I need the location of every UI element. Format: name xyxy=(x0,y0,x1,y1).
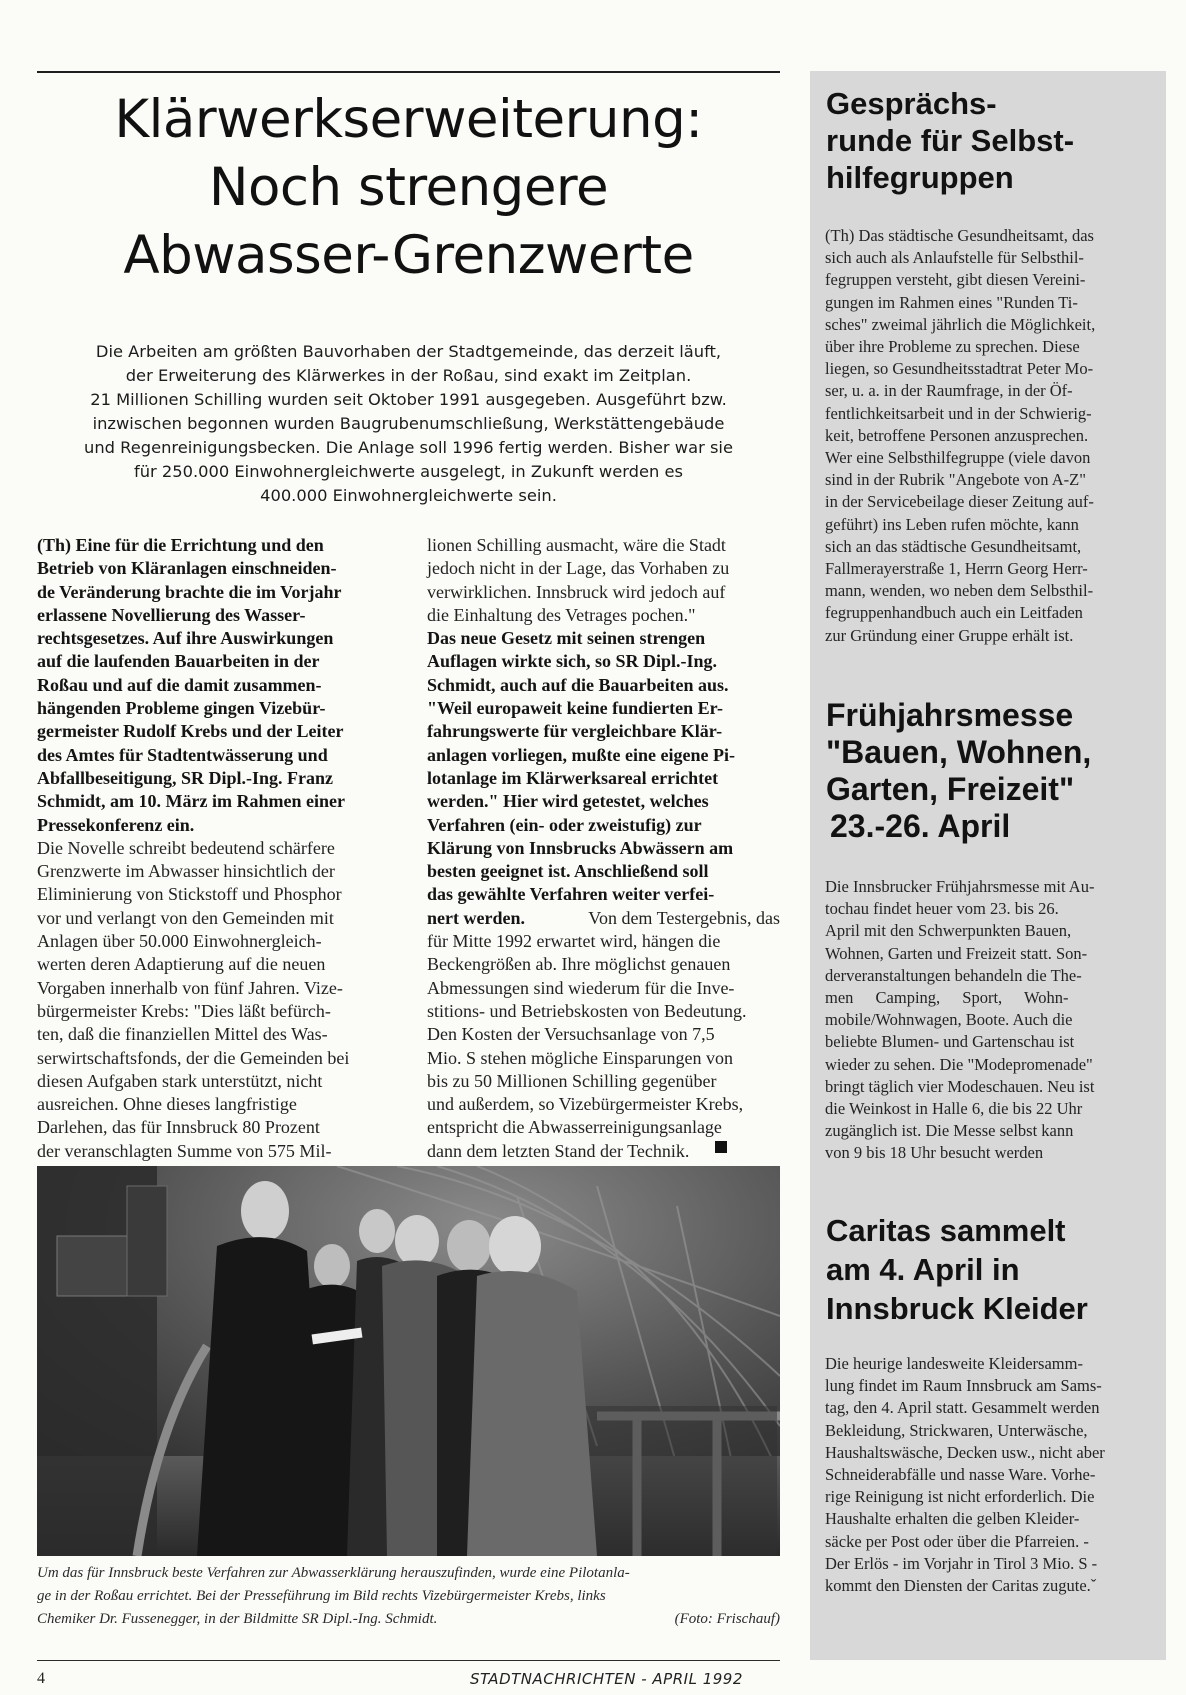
lead-line: 400.000 Einwohnergleichwerte sein. xyxy=(260,486,557,505)
text-line: Den Kosten der Versuchsanlage von 7,5 xyxy=(427,1024,715,1045)
text-line: "Weil europaweit keine fundierten Er- xyxy=(427,698,723,719)
text-line: Grenzwerte im Abwasser hinsichtlich der xyxy=(37,861,335,882)
column-2-body-start xyxy=(427,534,780,627)
text-line: de Veränderung brachte die im Vorjahr xyxy=(37,581,342,602)
text-line: lionen Schilling ausmacht, wäre die Stadt xyxy=(427,535,726,555)
text-line: fentlichkeitsarbeit und in der Schwierig- xyxy=(825,403,1092,423)
text-line: sich an das städtische Gesundheitsamt, xyxy=(825,536,1082,556)
text-line: Bekleidung, Strickwaren, Unterwäsche, xyxy=(825,1420,1088,1440)
text-line: Vorgaben innerhalb von fünf Jahren. Vize- xyxy=(37,977,343,998)
text-line: fahrungswerte für vergleichbare Klär- xyxy=(427,721,723,742)
heading-line: am 4. April in xyxy=(826,1252,1020,1287)
sidebar-heading-selbsthilfe xyxy=(826,85,1074,196)
text-line: stitions- und Betriebskosten von Bedeutung. xyxy=(427,1000,747,1021)
text-line: besten geeignet ist. Anschließend soll xyxy=(427,861,709,882)
text-line: Roßau und auf die damit zusammen- xyxy=(37,674,322,695)
photo-credit: (Foto: Frischauf) xyxy=(674,1611,780,1627)
headline-line: Noch strengere xyxy=(208,157,609,218)
text-line: Abfallbeseitigung, SR Dipl.-Ing. Franz xyxy=(37,767,334,788)
text-line: Haushalte erhalten die gelben Kleider- xyxy=(825,1509,1080,1529)
page-number: 4 xyxy=(37,1670,45,1687)
text-line: Die Novelle schreibt bedeutend schärfere xyxy=(37,837,335,858)
text-line: zugänglich ist. Die Messe selbst kann xyxy=(825,1121,1074,1141)
text-line: zur Gründung einer Gruppe erhält ist. xyxy=(825,625,1074,645)
text-line: des Amtes für Stadtentwässerung und xyxy=(37,744,328,765)
lead-line: für 250.000 Einwohnergleichwerte ausgelegt, in Zukunft werden es xyxy=(133,462,684,481)
text-line: (Th) Eine für die Errichtung und den xyxy=(37,535,324,555)
text-line: Beckengrößen ab. Ihre möglichst genauen xyxy=(427,954,731,975)
text-line: lotanlage im Klärwerksareal errichtet xyxy=(427,767,719,788)
text-line: bürgermeister Krebs: "Dies läßt befürch- xyxy=(37,1000,331,1021)
text-line: Betrieb von Kläranlagen einschneiden- xyxy=(37,558,337,579)
sidebar-text-selbsthilfe xyxy=(825,225,1153,647)
text-line: mobile/Wohnwagen, Boote. Auch die xyxy=(825,1010,1073,1030)
text-line: über ihre Probleme zu sprechen. Diese xyxy=(825,337,1080,357)
lead-line: und Regenreinigungsbecken. Die Anlage soll 1996 fertig werden. Bisher war sie xyxy=(84,438,733,457)
text-line: auf die laufenden Bauarbeiten in der xyxy=(37,651,320,672)
text-line: die Einhaltung des Vetrages pochen." xyxy=(427,604,696,625)
text-line: rige Reinigung ist nicht erforderlich. Die xyxy=(825,1487,1095,1507)
column-1-body xyxy=(37,837,394,1163)
text-line: Darlehen, das für Innsbruck 80 Prozent xyxy=(37,1117,320,1138)
text-line: für Mitte 1992 erwartet wird, hängen die xyxy=(427,931,721,952)
sidebar-heading-fruehjahrsmesse xyxy=(826,697,1091,845)
text-line: nert werden. xyxy=(427,907,525,928)
heading-line: 23.-26. April xyxy=(830,808,1011,844)
heading-line: Garten, Freizeit" xyxy=(826,771,1075,807)
heading-line: Frühjahrsmesse xyxy=(826,697,1074,733)
text-line: Der Erlös - im Vorjahr in Tirol 3 Mio. S - xyxy=(825,1553,1098,1573)
text-line: der veranschlagten Summe von 575 Mil- xyxy=(37,1140,332,1161)
text-line: keit, betroffene Personen anzusprechen. xyxy=(825,425,1089,445)
text-line: in der Servicebeilage dieser Zeitung auf- xyxy=(825,492,1094,512)
text-line: Von dem Testergebnis, das xyxy=(588,907,780,928)
article-column-2 xyxy=(427,534,780,1163)
text-line: sich auch als Anlaufstelle für Selbsthil- xyxy=(825,248,1084,268)
text-line: liegen, so Gesundheitsstadtrat Peter Mo- xyxy=(825,359,1094,379)
text-line: und außerdem, so Vizebürgermeister Krebs, xyxy=(427,1094,744,1115)
text-line: (Th) Das städtische Gesundheitsamt, das xyxy=(825,226,1094,245)
text-line: sches" zweimal jährlich die Möglichkeit, xyxy=(825,314,1096,334)
text-line: April mit den Schwerpunkten Bauen, xyxy=(825,921,1072,941)
text-line: Verfahren (ein- oder zweistufig) zur xyxy=(427,814,702,835)
column-2-bold-quote xyxy=(427,627,780,930)
text-line: beliebte Blumen- und Gartenschau ist xyxy=(825,1032,1075,1052)
text-line: Das neue Gesetz mit seinen strengen xyxy=(427,628,706,649)
text-line: fegruppenhandbuch auch ein Leitfaden xyxy=(825,603,1083,623)
text-line: Wer eine Selbsthilfegruppe (viele davon xyxy=(825,448,1091,468)
photo-illustration xyxy=(37,1166,780,1556)
text-line: ausreichen. Ohne dieses langfristige xyxy=(37,1094,297,1115)
text-line: Mio. S stehen mögliche Einsparungen von xyxy=(427,1047,733,1068)
text-line: werden." Hier wird getestet, welches xyxy=(427,791,709,812)
text-line: wieder zu sehen. Die "Modepromenade" xyxy=(825,1054,1093,1074)
text-line: Abmessungen sind wiederum für die Inve- xyxy=(427,977,735,998)
column-1-bold-intro xyxy=(37,534,394,837)
text-line: Schmidt, auch auf die Bauarbeiten aus. xyxy=(427,674,729,695)
text-line: lung findet im Raum Innsbruck am Sams- xyxy=(825,1376,1102,1396)
caption-line: Chemiker Dr. Fussenegger, in der Bildmitte SR Dipl.-Ing. Schmidt. xyxy=(37,1611,438,1627)
text-line: sind in der Rubrik "Angebote von A-Z" xyxy=(825,470,1086,490)
text-line: Pressekonferenz ein. xyxy=(37,814,195,835)
text-line: hängenden Probleme gingen Vizebür- xyxy=(37,698,326,719)
text-line: ten, daß die finanziellen Mittel des Was- xyxy=(37,1024,328,1045)
sidebar-text-caritas xyxy=(825,1353,1153,1597)
sidebar xyxy=(810,71,1166,1660)
text-line: tag, den 4. April statt. Gesammelt werden xyxy=(825,1398,1100,1418)
heading-line: Caritas sammelt xyxy=(826,1213,1066,1248)
lead-line: inzwischen begonnen wurden Baugrubenumschließung, Werkstättengebäude xyxy=(92,414,725,433)
text-line: mann, wenden, wo neben dem Selbsthil- xyxy=(825,581,1094,601)
caption-line: Um das für Innsbruck beste Verfahren zur Abwasserklärung herauszufinden, wurde eine Pilotanla- xyxy=(37,1565,630,1581)
text-line: von 9 bis 18 Uhr besucht werden xyxy=(825,1143,1044,1163)
text-line: rechtsgesetzes. Auf ihre Auswirkungen xyxy=(37,628,334,649)
text-line: diesen Aufgaben stark unterstützt, nicht xyxy=(37,1070,323,1091)
publication-footer: STADTNACHRICHTEN - APRIL 1992 xyxy=(470,1670,743,1688)
lead-line: der Erweiterung des Klärwerkes in der Roßau, sind exakt im Zeitplan. xyxy=(125,366,692,385)
text-line: das gewählte Verfahren weiter verfei- xyxy=(427,884,715,905)
sidebar-heading-caritas xyxy=(826,1211,1088,1328)
lead-line: 21 Millionen Schilling wurden seit Oktober 1991 ausgegeben. Ausgeführt bzw. xyxy=(90,390,727,409)
heading-line: hilfegruppen xyxy=(826,160,1014,195)
text-line: säcke per Post oder über die Pfarreien. - xyxy=(825,1531,1089,1551)
text-line: die Weinkost in Halle 6, die bis 22 Uhr xyxy=(825,1099,1083,1119)
heading-line: Gesprächs- xyxy=(826,86,997,121)
press-tour-photo xyxy=(37,1166,780,1556)
text-line: tochau findet heuer vom 23. bis 26. xyxy=(825,899,1059,919)
caption-line: ge in der Roßau errichtet. Bei der Presseführung im Bild rechts Vizebürgermeister Krebs, links xyxy=(37,1588,606,1604)
text-line: Die heurige landesweite Kleidersamm- xyxy=(825,1354,1083,1373)
text-line: Haushaltswäsche, Decken usw., nicht aber xyxy=(825,1442,1105,1462)
column-2-body-end xyxy=(427,930,780,1163)
text-line: Anlagen über 50.000 Einwohnergleich- xyxy=(37,931,322,952)
heading-line: "Bauen, Wohnen, xyxy=(826,734,1092,770)
heading-line: Innsbruck Kleider xyxy=(826,1291,1088,1326)
text-line: fegruppen versteht, gibt diesen Vereini- xyxy=(825,270,1086,290)
text-line: Klärung von Innsbrucks Abwässern am xyxy=(427,837,734,858)
text-line: vor und verlangt von den Gemeinden mit xyxy=(37,907,334,928)
end-of-article-mark xyxy=(715,1141,727,1153)
headline-line: Klärwerkserweiterung: xyxy=(114,89,703,150)
text-line: dann dem letzten Stand der Technik. xyxy=(427,1140,690,1161)
text-line: derveranstaltungen behandeln die The- xyxy=(825,965,1082,985)
text-line: ser, u. a. in der Raumfrage, in der Öf- xyxy=(825,381,1073,401)
heading-line: runde für Selbst- xyxy=(826,123,1075,158)
article-column-1 xyxy=(37,534,394,1163)
headline-line: Abwasser-Grenzwerte xyxy=(123,225,694,286)
text-line: Schmidt, am 10. März im Rahmen einer xyxy=(37,791,345,812)
text-line: bis zu 50 Millionen Schilling gegenüber xyxy=(427,1070,717,1091)
lead-line: Die Arbeiten am größten Bauvorhaben der Stadtgemeinde, das derzeit läuft, xyxy=(95,342,722,361)
text-line: erlassene Novellierung des Wasser- xyxy=(37,604,306,625)
text-line: kommt den Diensten der Caritas zugute.ˇ xyxy=(825,1576,1097,1596)
text-line: Auflagen wirkte sich, so SR Dipl.-Ing. xyxy=(427,651,718,672)
text-line: gungen im Rahmen eines "Runden Ti- xyxy=(825,292,1078,312)
text-line: Fallmerayerstraße 1, Herrn Georg Herr- xyxy=(825,559,1088,579)
bottom-rule xyxy=(37,1660,780,1661)
text-line: anlagen vorliegen, mußte eine eigene Pi- xyxy=(427,744,735,765)
text-line: verwirklichen. Innsbruck wird jedoch auf xyxy=(427,581,726,602)
text-line: Eliminierung von Stickstoff und Phosphor xyxy=(37,884,342,905)
text-line: Die Innsbrucker Frühjahrsmesse mit Au- xyxy=(825,877,1095,896)
text-line: jedoch nicht in der Lage, das Vorhaben zu xyxy=(427,558,730,579)
text-line: bringt täglich vier Modeschauen. Neu ist xyxy=(825,1076,1095,1096)
text-line: geführt) ins Leben rufen möchte, kann xyxy=(825,514,1079,534)
text-line: serwirtschaftsfonds, der die Gemeinden bei xyxy=(37,1047,350,1068)
text-line: Schneiderabfälle und nasse Ware. Vorhe- xyxy=(825,1465,1096,1485)
top-rule xyxy=(37,71,780,73)
article-lead xyxy=(37,340,780,508)
sidebar-text-fruehjahrsmesse xyxy=(825,876,1153,1165)
text-line: werten deren Adaptierung auf die neuen xyxy=(37,954,326,975)
article-headline xyxy=(37,86,780,290)
text-line: Wohnen, Garten und Freizeit statt. Son- xyxy=(825,943,1088,963)
text-line: men Camping, Sport, Wohn- xyxy=(825,988,1069,1008)
text-line: germeister Rudolf Krebs und der Leiter xyxy=(37,721,344,742)
photo-caption xyxy=(37,1562,780,1631)
text-line: entspricht die Abwasserreinigungsanlage xyxy=(427,1117,722,1138)
